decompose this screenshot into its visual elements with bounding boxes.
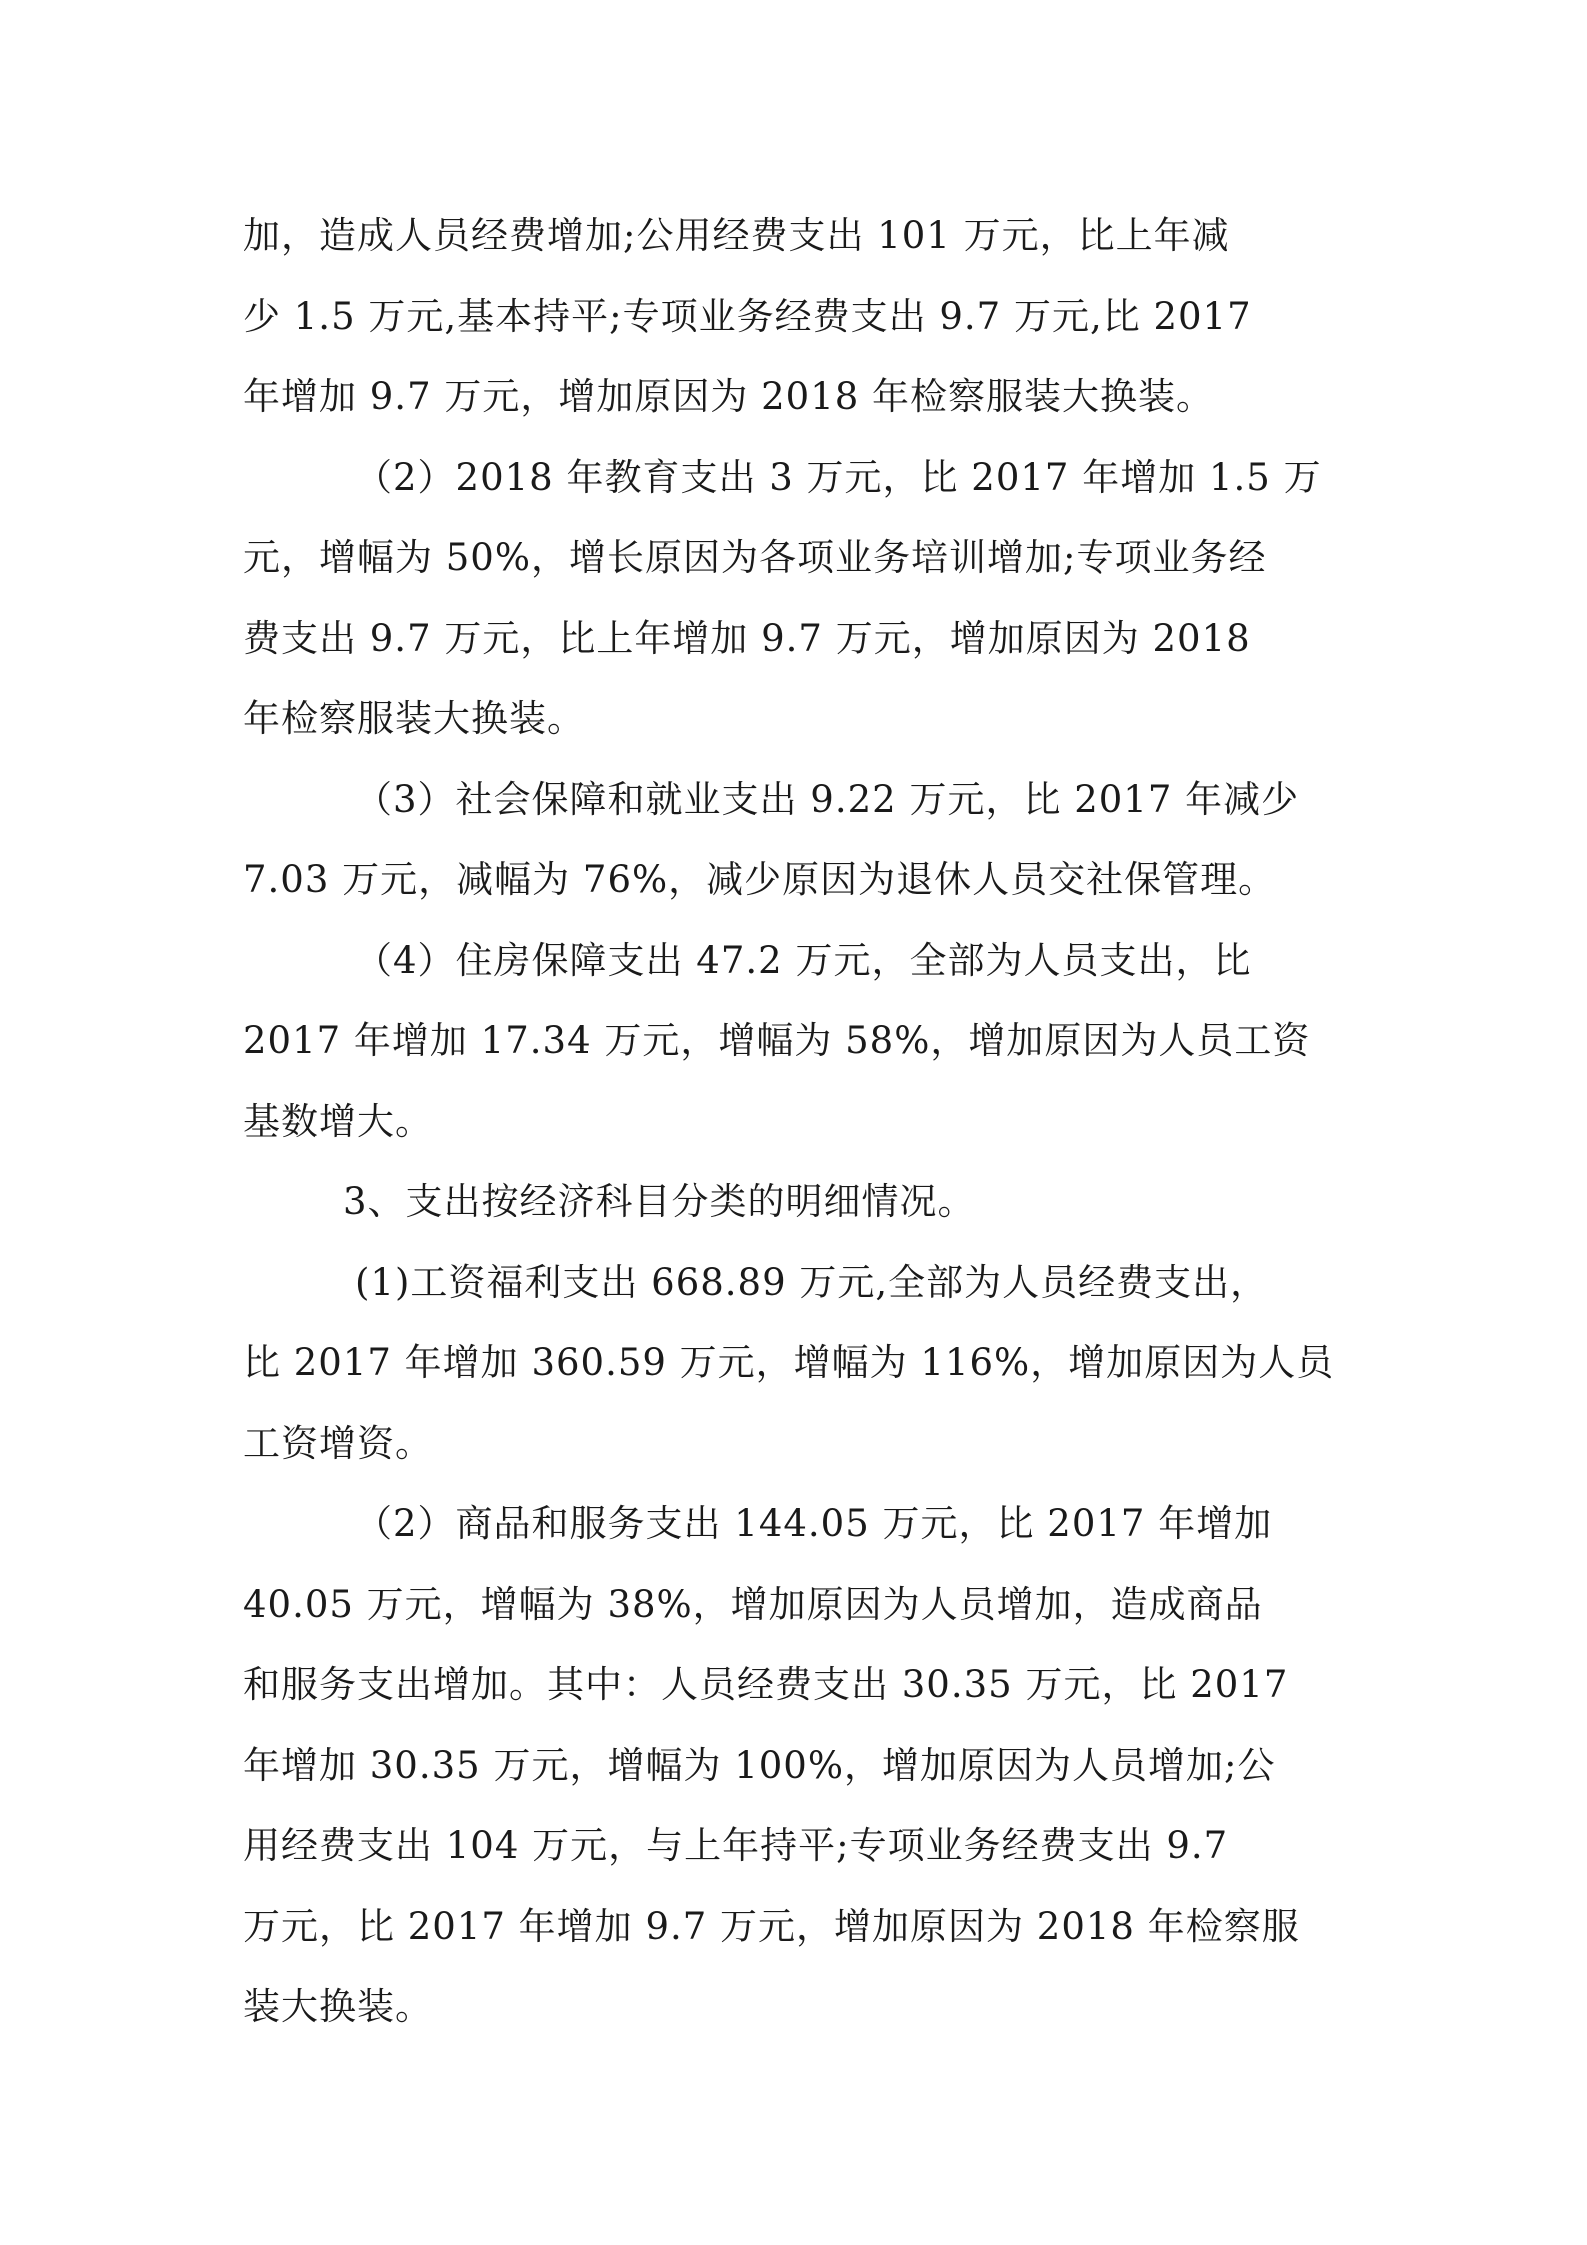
- paragraph-start-line: （2）商品和服务支出 144.05 万元，比 2017 年增加: [355, 1502, 1273, 1545]
- section-heading: 3、支出按经济科目分类的明细情况。: [343, 1180, 976, 1223]
- text-line: 40.05 万元，增幅为 38%，增加原因为人员增加，造成商品: [243, 1582, 1263, 1626]
- document-body: [243, 196, 1353, 2048]
- text-line: 基数增大。: [243, 1099, 433, 1143]
- text-line: 装大换装。: [243, 1985, 433, 2028]
- paragraph-start-line: （3）社会保障和就业支出 9.22 万元，比 2017 年减少: [355, 777, 1300, 821]
- paragraph-start-line: (1)工资福利支出 668.89 万元,全部为人员经费支出，: [355, 1260, 1269, 1304]
- text-line: 万元，比 2017 年增加 9.7 万元，增加原因为 2018 年检察服: [243, 1904, 1300, 1948]
- paragraph-start-line: （4）住房保障支出 47.2 万元，全部为人员支出，比: [355, 938, 1252, 982]
- text-line: 年增加 9.7 万元，增加原因为 2018 年检察服装大换装。: [243, 375, 1215, 418]
- text-line: 费支出 9.7 万元，比上年增加 9.7 万元，增加原因为 2018: [243, 616, 1251, 660]
- text-line: 年检察服装大换装。: [243, 697, 585, 740]
- text-line: 用经费支出 104 万元，与上年持平;专项业务经费支出 9.7: [243, 1824, 1229, 1867]
- text-line: 加，造成人员经费增加;公用经费支出 101 万元，比上年减: [243, 214, 1230, 257]
- text-line: 工资增资。: [243, 1421, 433, 1465]
- text-line: 少 1.5 万元,基本持平;专项业务经费支出 9.7 万元,比 2017: [243, 294, 1252, 338]
- text-line: 7.03 万元，减幅为 76%，减少原因为退休人员交社保管理。: [243, 858, 1277, 901]
- text-line: 2017 年增加 17.34 万元，增幅为 58%，增加原因为人员工资: [243, 1019, 1311, 1062]
- text-line: 元，增幅为 50%，增长原因为各项业务培训增加;专项业务经: [243, 536, 1267, 579]
- text-line: 比 2017 年增加 360.59 万元，增幅为 116%，增加原因为人员: [243, 1341, 1335, 1384]
- paragraph-start-line: （2）2018 年教育支出 3 万元，比 2017 年增加 1.5 万: [355, 455, 1322, 499]
- text-line: 年增加 30.35 万元，增幅为 100%，增加原因为人员增加;公: [243, 1743, 1276, 1787]
- text-line: 和服务支出增加。其中：人员经费支出 30.35 万元，比 2017: [243, 1663, 1289, 1706]
